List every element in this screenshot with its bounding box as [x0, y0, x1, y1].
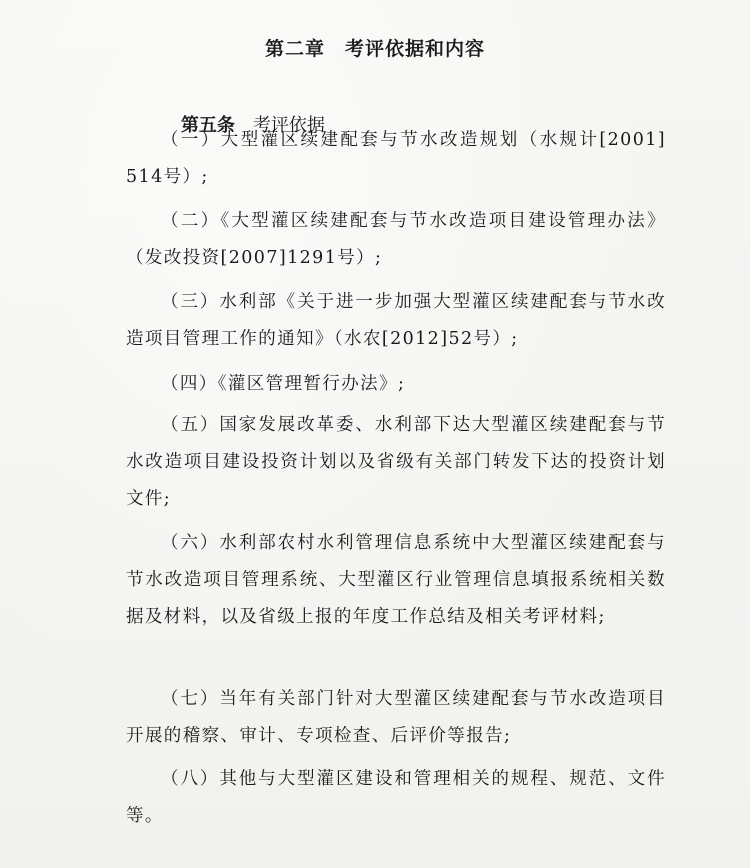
chapter-title: 第二章 考评依据和内容: [264, 38, 485, 60]
basis-item-6: （六）水利部农村水利管理信息系统中大型灌区续建配套与节水改造项目管理系统、大型灌区行业管理信息填报系统相关数据及材料，以及省级上报的年度工作总结及相关考评材料;: [126, 533, 666, 627]
basis-item-7: （七）当年有关部门针对大型灌区续建配套与节水改造项目开展的稽察、审计、专项检查、后评价等报告;: [126, 689, 666, 746]
basis-item-5: （五）国家发展改革委、水利部下达大型灌区续建配套与节水改造项目建设投资计划以及省级有关部门转发下达的投资计划文件;: [126, 415, 666, 509]
basis-item-3: （三）水利部《关于进一步加强大型灌区续建配套与节水改造项目管理工作的通知》（水农[2012]52号）;: [126, 292, 666, 349]
article-title: 考评依据: [252, 115, 325, 136]
basis-item-4: （四）《灌区管理暂行办法》;: [161, 374, 406, 394]
basis-item-1: （一）大型灌区续建配套与节水改造规划（水规计[2001] 514号）;: [126, 130, 666, 187]
basis-item-8: （八）其他与大型灌区建设和管理相关的规程、规范、文件等。: [126, 769, 666, 826]
article-number: 第五条: [180, 115, 235, 136]
basis-item-2: （二）《大型灌区续建配套与节水改造项目建设管理办法》（发改投资[2007]1291号）;: [126, 211, 666, 268]
